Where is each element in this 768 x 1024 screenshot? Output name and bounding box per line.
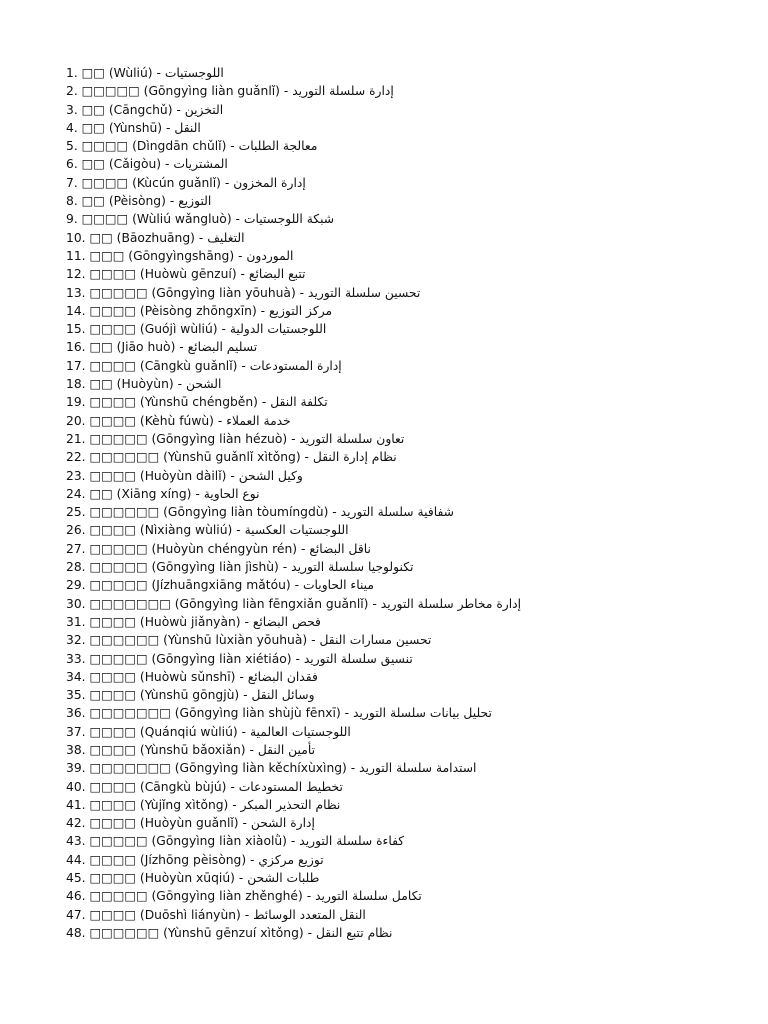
pinyin-reading: (Huòyùn chéngyùn rén) (151, 541, 298, 556)
item-number: 1. (66, 66, 78, 80)
dash-separator: - (368, 596, 381, 611)
arabic-translation: اللوجستيات العالمية (249, 724, 351, 739)
list-item (66, 704, 521, 722)
pinyin-reading: (Gōngyìng liàn tòumíngdù) (163, 505, 329, 520)
arabic-translation: التوزيع (178, 194, 212, 209)
pinyin-reading: (Yùnshū gēnzuí xìtǒng) (163, 925, 304, 940)
pinyin-reading: (Yùnshū bǎoxiǎn) (139, 742, 246, 757)
chinese-term: □□□□ (89, 669, 136, 684)
dash-separator: - (297, 541, 310, 556)
pinyin-reading: (Pèisòng) (108, 194, 166, 209)
dash-separator: - (173, 377, 186, 392)
chinese-term: □□□□ (89, 322, 136, 337)
item-number: 38. (66, 742, 86, 757)
chinese-term: □□□□ (89, 468, 136, 483)
pinyin-reading: (Huòwù jiǎnyàn) (139, 614, 241, 629)
pinyin-reading: (Dìngdān chǔlǐ) (132, 139, 227, 154)
dash-separator: - (256, 303, 270, 318)
pinyin-reading: (Cāngchǔ) (108, 102, 173, 117)
pinyin-reading: (Cāngkù bùjú) (139, 779, 227, 794)
chinese-term: □□ (81, 157, 105, 172)
chinese-term: □□□□□ (89, 431, 148, 446)
item-number: 23. (66, 468, 86, 483)
item-number: 33. (66, 651, 86, 666)
list-item (66, 430, 521, 448)
arabic-translation: خدمة العملاء (226, 413, 291, 428)
list-item (66, 521, 521, 539)
chinese-term: □□□□ (81, 139, 129, 154)
item-number: 39. (66, 761, 86, 776)
list-item (66, 247, 521, 265)
dash-separator: - (226, 779, 239, 794)
dash-separator: - (228, 797, 241, 812)
item-number: 17. (66, 358, 86, 373)
dash-separator: - (217, 322, 230, 337)
chinese-term: □□□□□□ (89, 633, 160, 648)
arabic-translation: تحسين مسارات النقل (319, 633, 432, 648)
list-item (66, 906, 521, 924)
pinyin-reading: (Gōngyìng liàn guǎnlǐ) (143, 84, 280, 99)
item-number: 15. (66, 322, 86, 337)
arabic-translation: النقل المتعدد الوسائط (253, 907, 366, 922)
arabic-translation: تحليل بيانات سلسلة التوريد (353, 706, 492, 721)
chinese-term: □□□□ (89, 816, 136, 831)
dash-separator: - (226, 139, 239, 154)
list-item (66, 155, 521, 173)
list-item (66, 851, 521, 869)
item-number: 35. (66, 688, 86, 703)
arabic-translation: إدارة الشحن (250, 816, 315, 831)
pinyin-reading: (Jiāo huò) (116, 340, 176, 355)
arabic-translation: وكيل الشحن (238, 468, 303, 483)
item-number: 7. (66, 175, 78, 190)
dash-separator: - (328, 505, 341, 520)
pinyin-reading: (Guójì wùliú) (139, 322, 218, 337)
item-number: 36. (66, 706, 86, 721)
chinese-term: □□□□ (89, 742, 136, 757)
arabic-translation: شبكة اللوجستيات (243, 212, 335, 227)
arabic-translation: كفاءة سلسلة التوريد (299, 834, 405, 849)
arabic-translation: إدارة المستودعات (249, 358, 342, 373)
arabic-translation: إدارة سلسلة التوريد (292, 84, 394, 99)
chinese-term: □□□□□□□ (89, 596, 171, 611)
dash-separator: - (295, 285, 309, 300)
list-item (66, 412, 521, 430)
arabic-translation: إدارة مخاطر سلسلة التوريد (380, 596, 522, 611)
item-number: 44. (66, 852, 86, 867)
list-item (66, 759, 521, 777)
item-number: 21. (66, 431, 86, 446)
arabic-translation: ناقل البضائع (309, 541, 371, 556)
list-item (66, 558, 521, 576)
item-number: 29. (66, 578, 86, 593)
list-item (66, 576, 521, 594)
item-number: 6. (66, 157, 78, 172)
pinyin-reading: (Yùnshū gōngjù) (139, 688, 240, 703)
arabic-translation: نظام تتبع النقل (315, 925, 393, 940)
pinyin-reading: (Yùnshū lùxiàn yōuhuà) (163, 633, 308, 648)
arabic-translation: مركز التوزيع (269, 303, 333, 318)
arabic-translation: إدارة المخزون (233, 175, 306, 190)
chinese-term: □□□□ (89, 797, 136, 812)
dash-separator: - (286, 834, 300, 849)
chinese-term: □□□□□ (89, 285, 148, 300)
chinese-term: □□□□□ (89, 889, 148, 904)
item-number: 32. (66, 633, 86, 648)
pinyin-reading: (Nìxiàng wùliú) (139, 523, 233, 538)
list-item (66, 338, 521, 356)
chinese-term: □□□□□ (89, 834, 148, 849)
list-item (66, 613, 521, 631)
pinyin-reading: (Xiāng xíng) (116, 486, 192, 501)
pinyin-reading: (Gōngyìng liàn yōuhuà) (151, 285, 296, 300)
dash-separator: - (287, 431, 300, 446)
dash-separator: - (234, 248, 247, 263)
item-number: 43. (66, 834, 86, 849)
dash-separator: - (307, 633, 320, 648)
arabic-translation: طلبات الشحن (247, 871, 320, 886)
pinyin-reading: (Duōshì liányùn) (139, 907, 241, 922)
pinyin-reading: (Huòwù gēnzuí) (139, 267, 237, 282)
item-number: 20. (66, 413, 86, 428)
arabic-translation: اللوجستيات (164, 66, 224, 80)
arabic-translation: الموردون (246, 248, 294, 263)
dash-separator: - (235, 669, 248, 684)
chinese-term: □□□□ (89, 303, 136, 318)
chinese-term: □□□□ (89, 852, 136, 867)
dash-separator: - (245, 742, 258, 757)
arabic-translation: نظام إدارة النقل (312, 450, 397, 465)
dash-separator: - (279, 84, 293, 99)
chinese-term: □□ (81, 194, 105, 209)
arabic-translation: استدامة سلسلة التوريد (359, 761, 477, 776)
list-item (66, 467, 521, 485)
item-number: 9. (66, 212, 78, 227)
arabic-translation: اللوجستيات العكسية (244, 523, 349, 538)
arabic-translation: التغليف (207, 230, 245, 245)
dash-separator: - (291, 651, 304, 666)
dash-separator: - (172, 102, 185, 117)
chinese-term: □□□□□ (89, 651, 148, 666)
pinyin-reading: (Wùliú) (108, 66, 153, 80)
list-item (66, 357, 521, 375)
arabic-translation: اللوجستيات الدولية (229, 322, 327, 337)
list-item (66, 448, 521, 466)
chinese-term: □□ (89, 377, 113, 392)
arabic-translation: تأمين النقل (257, 742, 316, 757)
pinyin-reading: (Yùnshū) (108, 120, 163, 135)
arabic-translation: تكامل سلسلة التوريد (315, 889, 422, 904)
item-number: 13. (66, 285, 86, 300)
chinese-term: □□□□ (89, 413, 136, 428)
chinese-term: □□□□ (89, 523, 136, 538)
chinese-term: □□ (89, 486, 113, 501)
item-number: 28. (66, 560, 86, 575)
item-number: 8. (66, 194, 78, 209)
list-item (66, 723, 521, 741)
list-item (66, 631, 521, 649)
pinyin-reading: (Jízhuāngxiāng mǎtóu) (151, 578, 291, 593)
dash-separator: - (346, 761, 360, 776)
list-item (66, 210, 521, 228)
pinyin-reading: (Cǎigòu) (108, 157, 162, 172)
item-number: 19. (66, 395, 86, 410)
item-number: 22. (66, 450, 86, 465)
list-item (66, 174, 521, 192)
list-item (66, 485, 521, 503)
item-number: 46. (66, 889, 86, 904)
item-number: 25. (66, 505, 86, 520)
arabic-translation: فحص البضائع (252, 614, 321, 629)
item-number: 11. (66, 248, 86, 263)
item-number: 16. (66, 340, 86, 355)
chinese-term: □□□□ (89, 688, 136, 703)
pinyin-reading: (Kèhù fúwù) (139, 413, 214, 428)
list-item (66, 265, 521, 283)
pinyin-reading: (Gōngyìng liàn hézuò) (151, 431, 288, 446)
dash-separator: - (257, 395, 271, 410)
dash-separator: - (237, 358, 250, 373)
dash-separator: - (240, 907, 254, 922)
chinese-term: □□□□□ (81, 84, 140, 99)
item-number: 2. (66, 84, 78, 99)
pinyin-reading: (Bāozhuāng) (116, 230, 195, 245)
dash-separator: - (240, 614, 253, 629)
pinyin-reading: (Huòwù sǔnshī) (139, 669, 236, 684)
arabic-translation: وسائل النقل (251, 688, 315, 703)
chinese-term: □□□□ (89, 267, 136, 282)
dash-separator: - (302, 889, 316, 904)
list-item (66, 832, 521, 850)
chinese-term: □□□□ (89, 779, 136, 794)
chinese-term: □□□□□□□ (89, 761, 171, 776)
list-item (66, 137, 521, 155)
list-item (66, 595, 521, 613)
pinyin-reading: (Gōngyìng liàn xiétiáo) (151, 651, 292, 666)
chinese-term: □□□□□ (89, 578, 148, 593)
dash-separator: - (162, 120, 175, 135)
item-number: 26. (66, 523, 86, 538)
chinese-term: □□□□□ (89, 541, 148, 556)
pinyin-reading: (Gōngyìng liàn jìshù) (151, 560, 279, 575)
dash-separator: - (152, 66, 165, 80)
arabic-translation: الشحن (185, 377, 222, 392)
dash-separator: - (226, 468, 239, 483)
arabic-translation: تحسين سلسلة التوريد (308, 285, 421, 300)
arabic-translation: تعاون سلسلة التوريد (299, 431, 405, 446)
dash-separator: - (237, 724, 250, 739)
list-item (66, 393, 521, 411)
dash-separator: - (165, 194, 179, 209)
chinese-term: □□□□ (89, 395, 136, 410)
list-item (66, 82, 521, 100)
list-item (66, 869, 521, 887)
dash-separator: - (340, 706, 354, 721)
arabic-translation: نوع الحاوية (203, 486, 260, 501)
item-number: 42. (66, 816, 86, 831)
pinyin-reading: (Gōngyìng liàn kěchíxùxìng) (174, 761, 347, 776)
chinese-term: □□ (89, 340, 113, 355)
dash-separator: - (300, 450, 313, 465)
list-item (66, 302, 521, 320)
arabic-translation: تكلفة النقل (270, 395, 328, 410)
item-number: 37. (66, 724, 86, 739)
chinese-term: □□□□ (89, 358, 136, 373)
chinese-term: □□□□□□□ (89, 706, 171, 721)
item-number: 4. (66, 120, 78, 135)
list-item (66, 796, 521, 814)
dash-separator: - (234, 871, 248, 886)
item-number: 30. (66, 596, 86, 611)
item-number: 47. (66, 907, 86, 922)
item-number: 3. (66, 102, 78, 117)
item-number: 5. (66, 139, 78, 154)
chinese-term: □□□□□□ (89, 505, 160, 520)
list-item (66, 229, 521, 247)
pinyin-reading: (Gōngyìng liàn shùjù fēnxī) (174, 706, 341, 721)
arabic-translation: ميناء الحاويات (302, 578, 374, 593)
dash-separator: - (231, 212, 244, 227)
dash-separator: - (191, 486, 204, 501)
chinese-term: □□□□ (81, 175, 129, 190)
list-item (66, 540, 521, 558)
list-item (66, 284, 521, 302)
item-number: 24. (66, 486, 86, 501)
arabic-translation: تسليم البضائع (187, 340, 258, 355)
chinese-term: □□ (81, 66, 105, 80)
arabic-translation: توزيع مركزي (258, 852, 324, 867)
list-item (66, 741, 521, 759)
list-item (66, 101, 521, 119)
pinyin-reading: (Yùjǐng xìtǒng) (139, 797, 229, 812)
item-number: 14. (66, 303, 86, 318)
arabic-translation: معالجة الطلبات (238, 139, 318, 154)
pinyin-reading: (Cāngkù guǎnlǐ) (139, 358, 238, 373)
item-number: 41. (66, 797, 86, 812)
dash-separator: - (278, 560, 292, 575)
arabic-translation: شفافية سلسلة التوريد (340, 505, 454, 520)
chinese-term: □□□□□□ (89, 925, 160, 940)
list-item (66, 64, 521, 82)
dash-separator: - (239, 688, 252, 703)
chinese-term: □□ (89, 230, 113, 245)
pinyin-reading: (Wùliú wǎngluò) (132, 212, 232, 227)
list-item (66, 375, 521, 393)
list-item (66, 778, 521, 796)
pinyin-reading: (Jízhōng pèisòng) (139, 852, 247, 867)
chinese-term: □□□□ (89, 724, 136, 739)
chinese-term: □□□□□ (89, 560, 148, 575)
arabic-translation: فقدان البضائع (247, 669, 318, 684)
pinyin-reading: (Pèisòng zhōngxīn) (139, 303, 257, 318)
pinyin-reading: (Huòyùn xūqiú) (139, 871, 235, 886)
pinyin-reading: (Quánqiú wùliú) (139, 724, 238, 739)
chinese-term: □□ (81, 102, 105, 117)
arabic-translation: المشتريات (173, 157, 228, 172)
list-item (66, 668, 521, 686)
list-item (66, 887, 521, 905)
dash-separator: - (175, 340, 188, 355)
dash-separator: - (194, 230, 208, 245)
chinese-term: □□□□ (81, 212, 129, 227)
list-item (66, 503, 521, 521)
list-item (66, 686, 521, 704)
dash-separator: - (232, 523, 245, 538)
pinyin-reading: (Gōngyìng liàn xiàolǜ) (151, 834, 287, 849)
item-number: 40. (66, 779, 86, 794)
arabic-translation: تنسيق سلسلة التوريد (303, 651, 413, 666)
pinyin-reading: (Huòyùn) (116, 377, 174, 392)
arabic-translation: تكنولوجيا سلسلة التوريد (291, 560, 414, 575)
chinese-term: □□□ (89, 248, 125, 263)
pinyin-reading: (Huòyùn guǎnlǐ) (139, 816, 239, 831)
arabic-translation: تخطيط المستودعات (238, 779, 343, 794)
item-number: 27. (66, 541, 86, 556)
item-number: 12. (66, 267, 86, 282)
chinese-term: □□ (81, 120, 105, 135)
pinyin-reading: (Gōngyìngshāng) (128, 248, 235, 263)
list-item (66, 924, 521, 942)
item-number: 10. (66, 230, 86, 245)
pinyin-reading: (Kùcún guǎnlǐ) (132, 175, 221, 190)
item-number: 18. (66, 377, 86, 392)
dash-separator: - (238, 816, 251, 831)
glossary-list (66, 64, 521, 942)
item-number: 31. (66, 614, 86, 629)
pinyin-reading: (Gōngyìng liàn fēngxiǎn guǎnlǐ) (174, 596, 369, 611)
list-item (66, 119, 521, 137)
dash-separator: - (220, 175, 234, 190)
chinese-term: □□□□ (89, 871, 136, 886)
pinyin-reading: (Gōngyìng liàn zhěnghé) (151, 889, 303, 904)
arabic-translation: تتبع البضائع (248, 267, 306, 282)
dash-separator: - (303, 925, 316, 940)
list-item (66, 814, 521, 832)
chinese-term: □□□□ (89, 614, 136, 629)
dash-separator: - (161, 157, 174, 172)
dash-separator: - (246, 852, 259, 867)
list-item (66, 320, 521, 338)
pinyin-reading: (Yùnshū chéngběn) (139, 395, 258, 410)
dash-separator: - (213, 413, 227, 428)
pinyin-reading: (Yùnshū guǎnlǐ xìtǒng) (163, 450, 301, 465)
dash-separator: - (236, 267, 249, 282)
arabic-translation: التخزين (184, 102, 224, 117)
chinese-term: □□□□ (89, 907, 136, 922)
item-number: 34. (66, 669, 86, 684)
item-number: 45. (66, 871, 86, 886)
arabic-translation: نظام التحذير المبكر (240, 797, 341, 812)
chinese-term: □□□□□□ (89, 450, 160, 465)
list-item (66, 650, 521, 668)
pinyin-reading: (Huòyùn dàilǐ) (139, 468, 227, 483)
dash-separator: - (290, 578, 303, 593)
list-item (66, 192, 521, 210)
arabic-translation: النقل (174, 120, 201, 135)
item-number: 48. (66, 925, 86, 940)
